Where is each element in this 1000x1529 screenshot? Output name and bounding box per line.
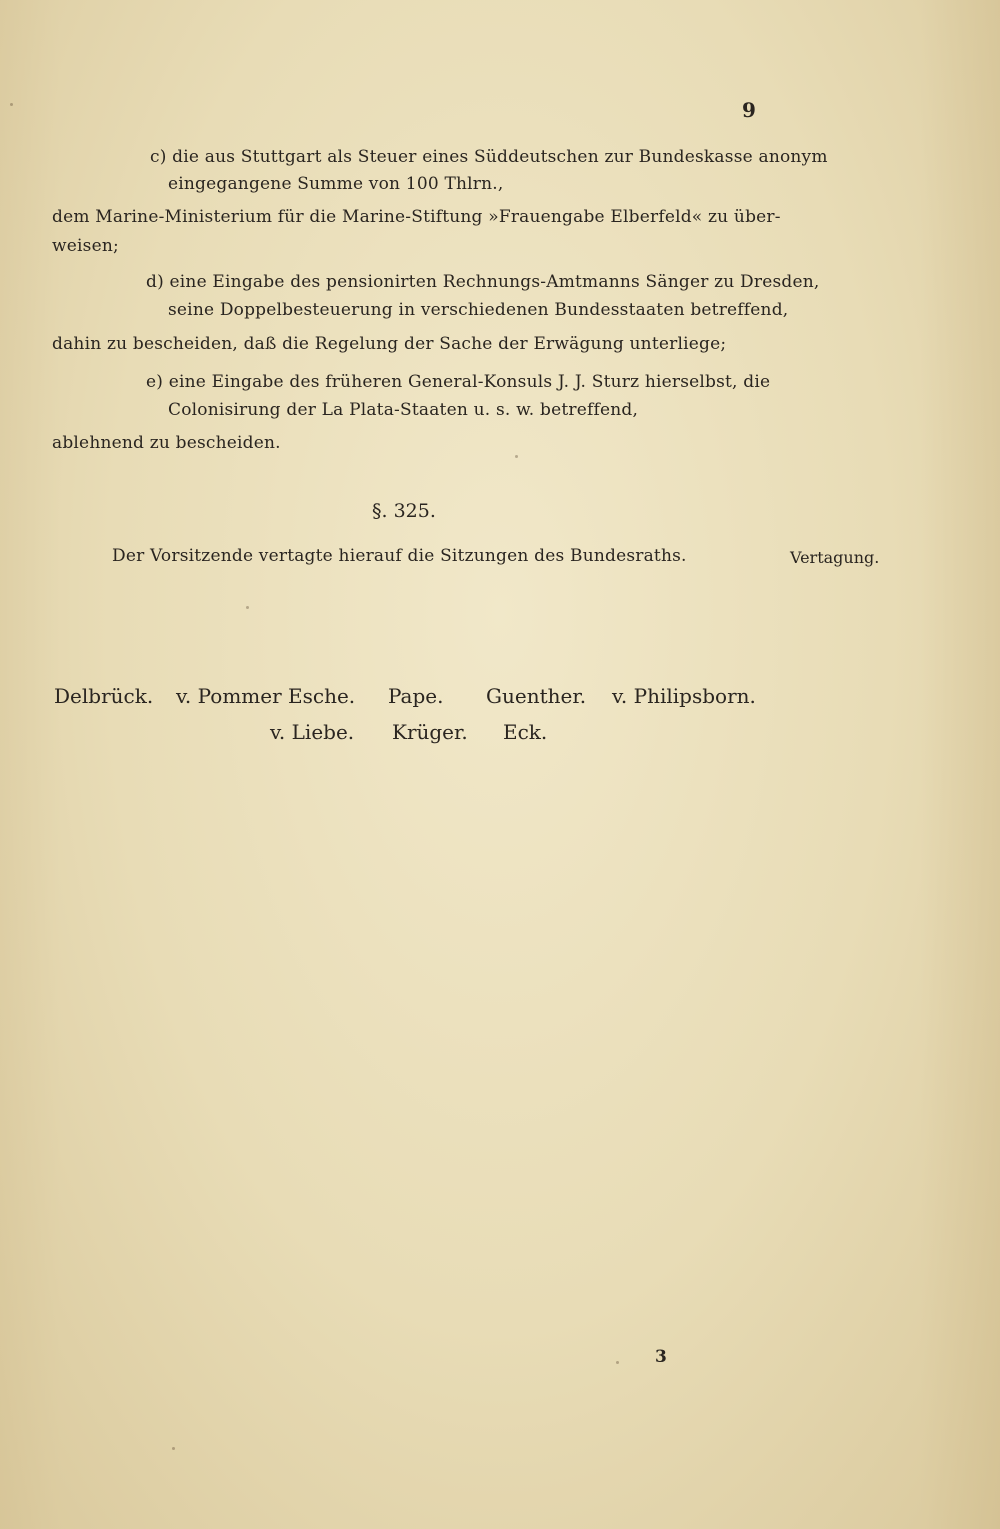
signature: v. Pommer Esche. (176, 684, 356, 708)
item-c-continuation-2: weisen; (52, 236, 119, 256)
signature: Guenther. (486, 684, 587, 708)
item-e-line-1: e) eine Eingabe des früheren General-Konsuls J. J. Sturz hierselbst, die (146, 372, 771, 392)
signature: Eck. (503, 720, 548, 744)
sheet-mark: 3 (655, 1347, 667, 1367)
signature: Krüger. (392, 720, 468, 744)
item-c-line-2: eingegangene Summe von 100 Thlrn., (168, 174, 504, 194)
signature: Delbrück. (54, 684, 154, 708)
paper-speck (10, 103, 13, 106)
paper-speck (172, 1447, 175, 1450)
paper-speck (616, 1361, 619, 1364)
item-c-line-1: c) die aus Stuttgart als Steuer eines Süddeutschen zur Bundeskasse anonym (150, 147, 828, 167)
paper-speck (246, 606, 249, 609)
item-d-line-2: seine Doppelbesteuerung in verschiedenen Bundesstaaten betreffend, (168, 300, 789, 320)
margin-note: Vertagung. (790, 548, 880, 567)
section-heading: §. 325. (372, 500, 436, 522)
item-d-continuation-1: dahin zu bescheiden, daß die Regelung der Sache der Erwägung unterliege; (52, 334, 727, 354)
signature: v. Liebe. (270, 720, 355, 744)
page-number: 9 (742, 98, 756, 122)
signature: Pape. (388, 684, 444, 708)
item-e-line-2: Colonisirung der La Plata-Staaten u. s. w. betreffend, (168, 400, 639, 420)
signature: v. Philipsborn. (612, 684, 756, 708)
item-e-continuation-1: ablehnend zu bescheiden. (52, 433, 281, 453)
paper-speck (515, 455, 518, 458)
item-d-line-1: d) eine Eingabe des pensionirten Rechnungs-Amtmanns Sänger zu Dresden, (146, 272, 820, 292)
item-c-continuation-1: dem Marine-Ministerium für die Marine-Stiftung »Frauengabe Elberfeld« zu über- (52, 207, 781, 227)
section-text: Der Vorsitzende vertagte hierauf die Sitzungen des Bundesraths. (112, 546, 687, 566)
